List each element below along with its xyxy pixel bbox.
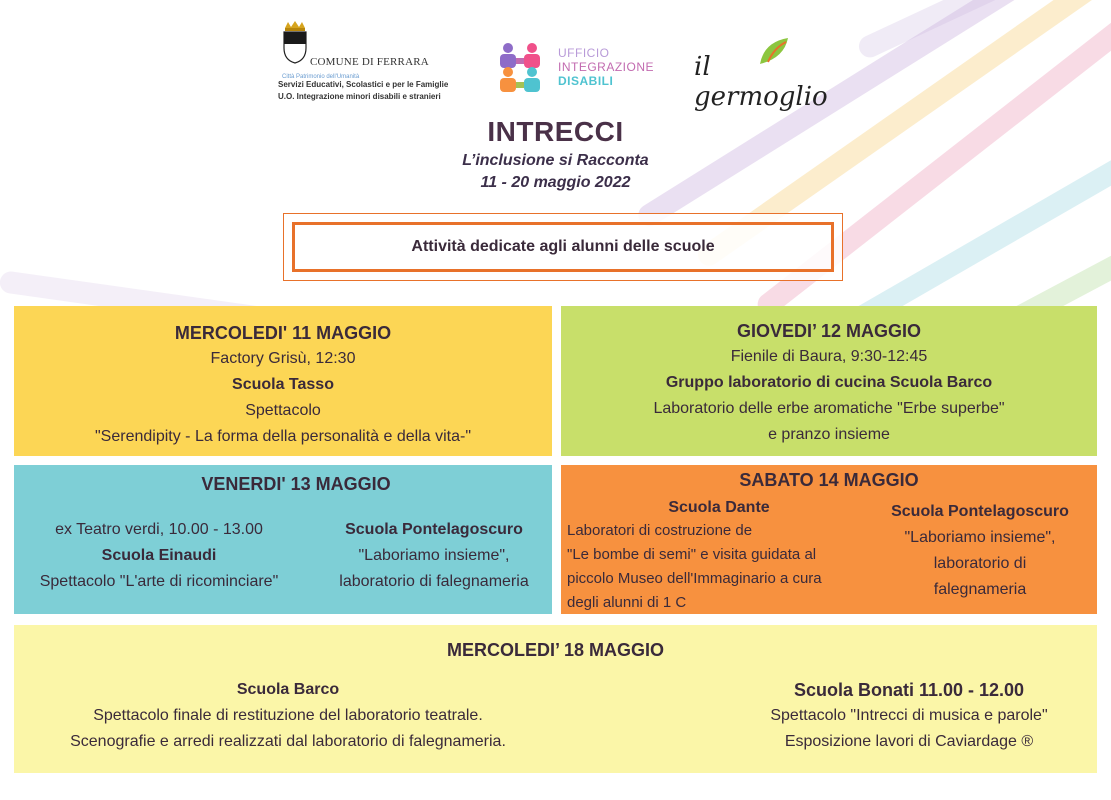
event-dates: 11 - 20 maggio 2022 — [480, 174, 631, 191]
comune-subtitle: Città Patrimonio dell'Umanità — [282, 74, 360, 80]
event-description: Scenografie e arredi realizzati dal laboratorio di falegnameria. — [70, 733, 506, 750]
header — [0, 0, 1111, 110]
event-school: Gruppo laboratorio di cucina Scuola Barco — [665, 374, 993, 391]
event-day: GIOVEDI’ 12 MAGGIO — [736, 321, 922, 341]
event-description: Esposizione lavori di Caviardage ® — [784, 733, 1034, 750]
event-description: laboratorio di falegnameria — [339, 573, 529, 590]
event-day: VENERDI' 13 MAGGIO — [201, 474, 391, 494]
title-block — [0, 116, 1111, 192]
event-box-wed11 — [14, 306, 552, 456]
event-school: Scuola Pontelagoscuro — [345, 521, 523, 538]
event-school: Scuola Pontelagoscuro — [891, 503, 1069, 520]
event-right-column — [320, 517, 548, 595]
notice-frame — [283, 213, 843, 281]
event-left-description — [567, 519, 867, 615]
event-place: Factory Grisù, 12:30 — [210, 350, 356, 367]
germoglio-logo — [694, 36, 844, 112]
event-school: Scuola Bonati 11.00 - 12.00 — [793, 680, 1025, 700]
event-description-line: Laboratori di costruzione de — [567, 522, 753, 539]
event-school: Scuola Einaudi — [101, 547, 217, 564]
event-day: MERCOLEDI' 11 MAGGIO — [174, 323, 392, 343]
event-box-wed18 — [14, 625, 1097, 773]
event-description: "Laboriamo insieme", — [358, 547, 510, 564]
comune-logo — [278, 14, 458, 104]
event-school: Scuola Dante — [668, 499, 770, 516]
event-description-line: degli alunni di 1 C — [567, 594, 687, 611]
event-description: Spettacolo "L'arte di ricominciare" — [39, 573, 279, 590]
event-box-thu12 — [561, 306, 1097, 456]
crest-icon — [282, 20, 308, 64]
event-school: Scuola Tasso — [232, 376, 334, 393]
event-box-fri13 — [14, 465, 552, 614]
event-right-column — [877, 499, 1083, 603]
event-day: MERCOLEDI’ 18 MAGGIO — [446, 640, 665, 660]
event-box-sat14 — [561, 465, 1097, 614]
germoglio-name: il germoglio — [694, 52, 828, 112]
comune-department: Servizi Educativi, Scolastici e per le Famiglie — [278, 80, 449, 89]
page-title: INTRECCI — [487, 116, 624, 147]
event-place: Fienile di Baura, 9:30-12:45 — [730, 348, 928, 365]
event-type: Spettacolo — [245, 402, 321, 419]
ufficio-label: UFFICIO — [558, 46, 610, 60]
event-right-column — [734, 677, 1084, 755]
comune-unit: U.O. Integrazione minori disabili e stranieri — [278, 92, 441, 101]
event-description-line: piccolo Museo dell'Immaginario a cura — [567, 570, 822, 587]
event-description: e pranzo insieme — [768, 426, 890, 443]
notice-text: Attività dedicate agli alunni delle scuole — [292, 222, 834, 272]
event-description-line: falegnameria — [933, 581, 1027, 598]
event-description: Spettacolo "Intrecci di musica e parole" — [770, 707, 1048, 724]
event-left-column — [14, 677, 562, 755]
event-school: Scuola Barco — [236, 681, 340, 698]
integrazione-label: INTEGRAZIONE — [558, 60, 655, 74]
ufficio-integrazione-logo — [496, 40, 666, 100]
event-description-line: "Le bombe di semi" e visita guidata al — [567, 546, 817, 563]
event-title: "Serendipity - La forma della personalità e della vita-" — [95, 428, 471, 445]
event-day: SABATO 14 MAGGIO — [739, 470, 919, 490]
event-place: ex Teatro verdi, 10.00 - 13.00 — [55, 521, 263, 538]
event-description-line: "Laboriamo insieme", — [904, 529, 1056, 546]
page-subtitle: L’inclusione si Racconta — [462, 152, 649, 169]
event-description: Spettacolo finale di restituzione del laboratorio teatrale. — [93, 707, 483, 724]
event-description: Laboratorio delle erbe aromatiche "Erbe superbe" — [653, 400, 1005, 417]
event-left-column — [14, 517, 304, 595]
comune-name: COMUNE DI FERRARA — [310, 56, 429, 68]
event-description-line: laboratorio di — [933, 555, 1027, 572]
puzzle-people-icon — [496, 40, 550, 94]
disabili-label: DISABILI — [558, 74, 614, 88]
